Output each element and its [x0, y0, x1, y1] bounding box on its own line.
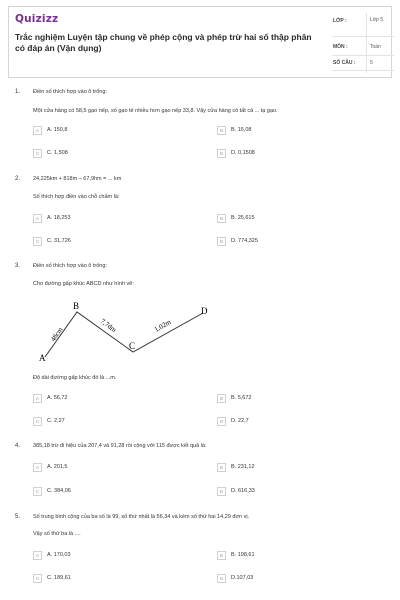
option-c[interactable] — [33, 148, 193, 158]
count-label: SỐ CÂU : — [333, 60, 356, 66]
point-a-label: A — [39, 353, 46, 363]
option-text: D. 774,325 — [231, 238, 258, 244]
option-letter-box: C — [33, 417, 42, 426]
question-1-text: Một cửa hàng có 58,5 gạo nếp, số gạo tẻ nhiều hơn gạo nếp 33,8. Vậy cửa hàng có tất cả ... tạ gạo. — [33, 108, 278, 114]
option-letter-box: C — [33, 237, 42, 246]
option-text: B. 231,12 — [231, 464, 255, 470]
point-c-label: C — [129, 341, 136, 351]
question-3-text: Độ dài đường gấp khúc đó là ...m. — [33, 375, 117, 381]
option-a[interactable] — [33, 462, 193, 472]
option-c[interactable] — [33, 573, 193, 583]
option-d[interactable] — [217, 416, 377, 426]
option-d[interactable] — [217, 486, 377, 496]
option-text: C. 1,508 — [47, 150, 68, 156]
subject-label: MÔN : — [333, 44, 348, 50]
question-5-number: 5. — [15, 514, 21, 520]
worksheet-title: Trắc nghiệm Luyện tập chung về phép cộng và phép trừ hai số thập phân có đáp án (Vận dụng) — [15, 32, 312, 53]
option-letter-box: C — [33, 487, 42, 496]
option-d[interactable] — [217, 573, 377, 583]
option-text: B. 5,672 — [231, 395, 252, 401]
option-letter-box: A — [33, 463, 42, 472]
class-label: LỚP : — [333, 18, 347, 24]
option-text: D. 616,33 — [231, 488, 255, 494]
point-b-label: B — [73, 301, 80, 311]
option-text: A. 18,253 — [47, 215, 71, 221]
option-letter-box: A — [33, 394, 42, 403]
option-text: D.107,03 — [231, 575, 254, 581]
worksheet-header — [8, 6, 392, 78]
option-text: C. 384,06 — [47, 488, 71, 494]
option-a[interactable] — [33, 393, 193, 403]
option-letter-box: D — [217, 149, 226, 158]
option-text: A. 56,72 — [47, 395, 68, 401]
option-letter-box: A — [33, 214, 42, 223]
option-letter-box: D — [217, 237, 226, 246]
option-b[interactable] — [217, 550, 377, 560]
question-2-text: Số thích hợp điền vào chỗ chấm là: — [33, 194, 120, 200]
question-2-number: 2. — [15, 176, 21, 182]
question-3-text: Cho đường gấp khúc ABCD như hình vẽ: — [33, 281, 134, 287]
option-letter-box: D — [217, 417, 226, 426]
option-c[interactable] — [33, 236, 193, 246]
quizizz-logo: Quizizz — [15, 13, 59, 25]
segment-cd-label: 1,02m — [153, 317, 173, 334]
option-c[interactable] — [33, 486, 193, 496]
option-text: A. 150,8 — [47, 127, 68, 133]
option-text: A. 170,03 — [47, 552, 71, 558]
option-text: B. 25,615 — [231, 215, 255, 221]
option-letter-box: B — [217, 394, 226, 403]
option-text: C. 2,27 — [47, 418, 65, 424]
option-text: C. 31,726 — [47, 238, 71, 244]
option-c[interactable] — [33, 416, 193, 426]
point-d-label: D — [201, 306, 208, 316]
question-1-text: Điền số thích hợp vào ô trống: — [33, 89, 107, 95]
question-3-text: Điền số thích hợp vào ô trống: — [33, 263, 107, 269]
option-letter-box: C — [33, 149, 42, 158]
option-letter-box: B — [217, 214, 226, 223]
subject-value: Toán — [370, 44, 381, 50]
count-value: 5 — [370, 60, 373, 66]
option-text: D. 0,1508 — [231, 150, 255, 156]
segment-ab-label: 48cm — [49, 325, 65, 344]
question-2-text: 24,225km + 818m – 67,9hm = ... km — [33, 176, 122, 182]
question-4-text: 385,18 trừ đi hiệu của 207,4 và 91,28 rồi cộng với 115 được kết quả là: — [33, 443, 207, 449]
option-b[interactable] — [217, 462, 377, 472]
option-letter-box: B — [217, 126, 226, 135]
meta-divider — [332, 55, 394, 56]
option-letter-box: D — [217, 574, 226, 583]
option-letter-box: A — [33, 126, 42, 135]
option-letter-box: A — [33, 551, 42, 560]
option-d[interactable] — [217, 148, 377, 158]
class-value: Lớp 5 — [370, 17, 384, 23]
option-letter-box: D — [217, 487, 226, 496]
question-5-text: Vậy số thứ ba là .... — [33, 531, 81, 537]
option-a[interactable] — [33, 213, 193, 223]
segment-bc-label: 7,7dm — [98, 317, 118, 335]
option-b[interactable] — [217, 393, 377, 403]
meta-column-divider — [366, 13, 367, 73]
option-letter-box: C — [33, 574, 42, 583]
question-5-text: Số trung bình cộng của ba số là 99, số thứ nhất là 56,34 và kém số thứ hai 14,29 đơn vị. — [33, 514, 250, 520]
option-text: D. 22,7 — [231, 418, 249, 424]
option-text: C. 189,61 — [47, 575, 71, 581]
option-b[interactable] — [217, 213, 377, 223]
polyline-abcd-figure — [30, 298, 220, 368]
question-1-number: 1. — [15, 89, 21, 95]
option-a[interactable] — [33, 125, 193, 135]
option-text: B. 15,08 — [231, 127, 252, 133]
question-4-number: 4. — [15, 443, 21, 449]
meta-divider — [332, 36, 394, 37]
polyline-abcd — [45, 312, 203, 357]
option-d[interactable] — [217, 236, 377, 246]
meta-divider — [332, 70, 394, 71]
option-letter-box: B — [217, 551, 226, 560]
question-3-number: 3. — [15, 263, 21, 269]
option-a[interactable] — [33, 550, 193, 560]
option-text: A. 201,5 — [47, 464, 68, 470]
option-letter-box: B — [217, 463, 226, 472]
option-b[interactable] — [217, 125, 377, 135]
option-text: B. 198,61 — [231, 552, 255, 558]
